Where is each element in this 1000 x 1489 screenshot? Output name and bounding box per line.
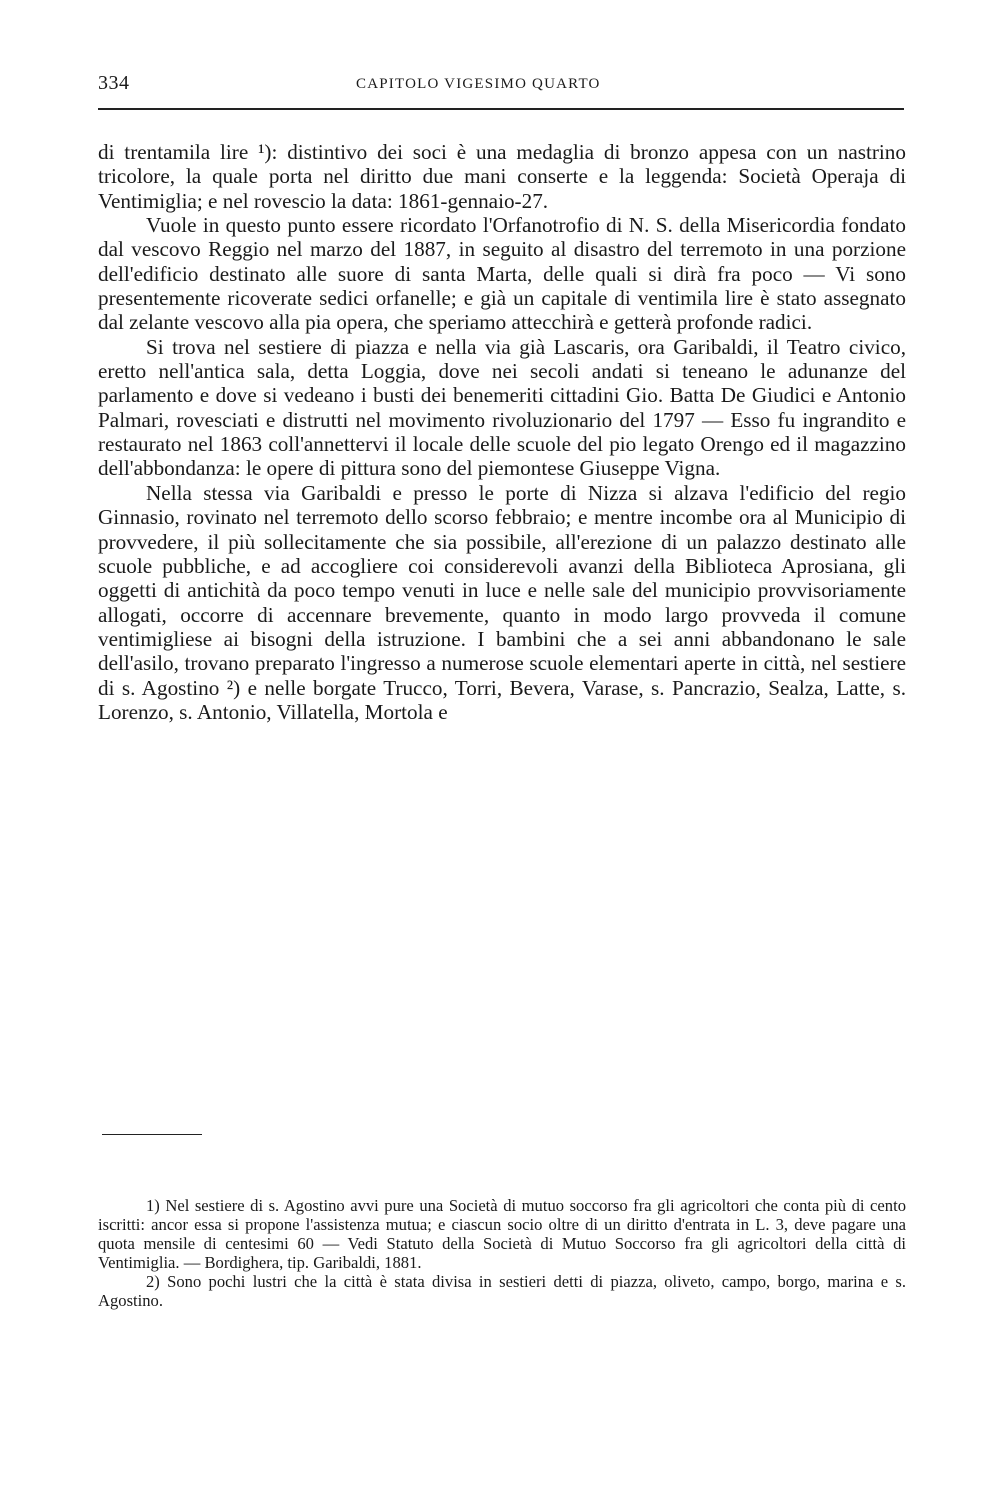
body-text xyxy=(98,140,906,724)
paragraph-teatro-civico: Si trova nel sestiere di piazza e nella via già Lascaris, ora Garibaldi, il Teatro civico, eretto nell'antica sala, detta Loggia, dove nei secoli andati si teneano le adunanze del parlamento e dove si vedeano i busti dei benemeriti cittadini Gio. Batta De Giudici e Antonio Palmari, rovesciati e distrutti nel movimento rivoluzionario del 1797 — Esso fu ingrandito e restaurato nel 1863 coll'annettervi il locale delle scuole del pio legato Orengo ed il magazzino dell'abbondanza: le opere di pittura sono del piemontese Giuseppe Vigna. xyxy=(98,334,906,481)
running-head: CAPITOLO VIGESIMO QUARTO xyxy=(356,76,601,92)
page-header xyxy=(98,72,904,102)
footnote-1: 1) Nel sestiere di s. Agostino avvi pure una Società di mutuo soccorso fra gli agricoltori che conta più di cento iscritti: ancor essa si propone l'assistenza mutua; e ciascun socio oltre di un diritto d'entrata in L. 3, deve pagare una quota mensile di centesimi 60 — Vedi Statuto della Società di Mutuo Soccorso fra gli agricoltori della città di Ventimiglia. — Bordighera, tip. Garibaldi, 1881. xyxy=(98,1196,906,1273)
paragraph-continuation: di trentamila lire ¹): distintivo dei soci è una medaglia di bronzo appesa con un nastrino tricolore, la quale porta nel diritto due mani conserte e la leggenda: Società Operaja di Ventimiglia; e nel rovescio la data: 1861-gennaio-27. xyxy=(98,140,906,213)
footnote-rule xyxy=(102,1134,202,1135)
header-rule xyxy=(98,108,904,110)
page-number: 334 xyxy=(98,72,130,94)
paragraph-orfanotrofio: Vuole in questo punto essere ricordato l'Orfanotrofio di N. S. della Misericordia fondato dal vescovo Reggio nel marzo del 1887, in seguito al disastro del terremoto in una porzione dell'edificio destinato alle suore di santa Marta, delle quali si dirà fra poco — Vi sono presentemente ricoverate sedici orfanelle; e già un capitale di ventimila lire è stato assegnato dal zelante vescovo alla pia opera, che speriamo attecchirà e getterà profonde radici. xyxy=(98,213,906,335)
paragraph-ginnasio: Nella stessa via Garibaldi e presso le porte di Nizza si alzava l'edificio del regio Ginnasio, rovinato nel terremoto dello scorso febbraio; e mentre incombe ora al Municipio di provvedere, il più sollecitamente che sia possibile, all'erezione di un palazzo destinato alle scuole pubbliche, e ad accogliere coi considerevoli avanzi della Biblioteca Aprosiana, gli oggetti di antichità da poco tempo venuti in luce e nelle sale del municipio provvisoriamente allogati, occorre di accennare brevemente, quanto in modo largo provveda il comune ventimigliese ai bisogni della istruzione. I bambini che a sei anni abbandonano le sale dell'asilo, trovano preparato l'ingresso a numerose scuole elementari aperte in città, nel sestiere di s. Agostino ²) e nelle borgate Trucco, Torri, Bevera, Varase, s. Pancrazio, Sealza, Latte, s. Lorenzo, s. Antonio, Villatella, Mortola e xyxy=(98,480,906,724)
footnote-2: 2) Sono pochi lustri che la città è stata divisa in sestieri detti di piazza, oliveto, campo, borgo, marina e s. Agostino. xyxy=(98,1272,906,1311)
footnotes xyxy=(98,1196,906,1311)
